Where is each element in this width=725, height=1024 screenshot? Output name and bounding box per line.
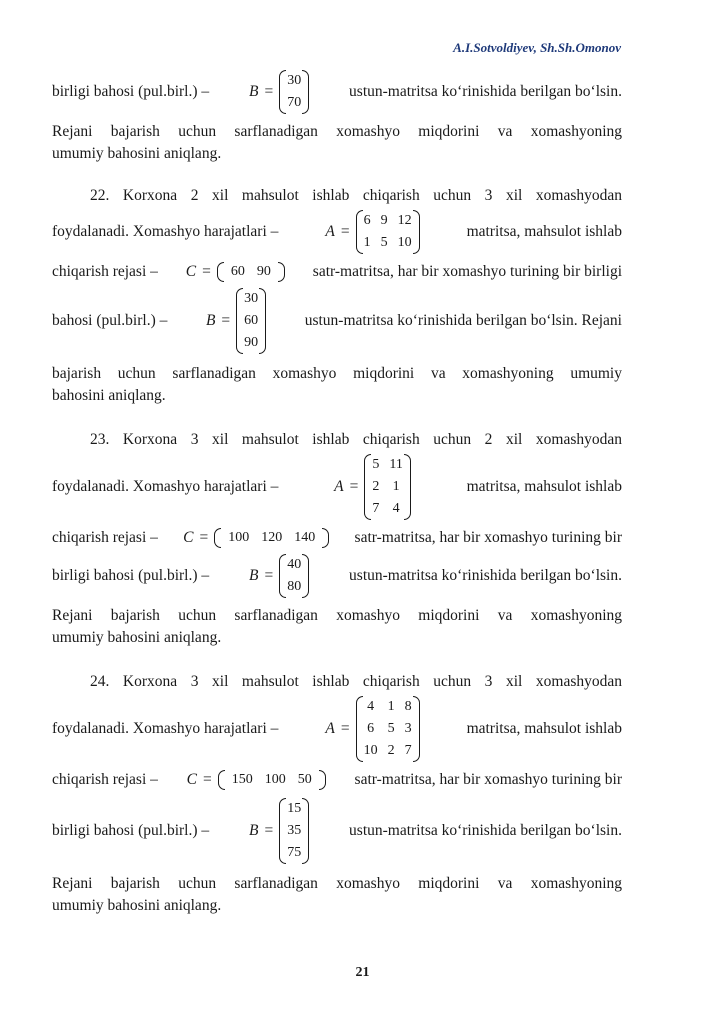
p22-a-matrix: A = 6 9 12 1 5 10 — [325, 210, 419, 254]
matrix-cell: 8 — [404, 699, 412, 714]
p22-c-matrix: C = 60 90 — [186, 262, 285, 282]
matrix-label: B — [205, 312, 216, 329]
matrix-label: B — [248, 822, 259, 839]
matrix-cell: 90 — [256, 264, 271, 279]
p24-line2 — [52, 696, 622, 762]
p24-b-matrix: B = 15 35 75 — [249, 798, 309, 864]
page-number: 21 — [355, 965, 370, 980]
p23-line2-right: matritsa, mahsulot ishlab — [466, 478, 622, 495]
p22-line4-left: bahosi (pul.birl.) – — [52, 312, 168, 329]
matrix-cell: 12 — [397, 213, 412, 228]
matrix-cell: 30 — [287, 73, 302, 88]
matrix-cell: 120 — [261, 530, 283, 545]
p24-line2-right: matritsa, mahsulot ishlab — [466, 720, 622, 737]
p23-b-matrix: B = 40 80 — [249, 554, 309, 598]
matrix-cell: 1 — [387, 699, 395, 714]
p23-line4-left: birligi bahosi (pul.birl.) – — [52, 567, 210, 584]
matrix-cell: 60 — [244, 313, 259, 328]
matrix-cell: 100 — [228, 530, 250, 545]
p22-b-matrix: B = 30 60 90 — [206, 288, 266, 354]
matrix-cell: 4 — [392, 501, 400, 516]
p24-line4-left: birligi bahosi (pul.birl.) – — [52, 822, 210, 839]
matrix-cell: 150 — [231, 772, 253, 787]
p23-line3 — [52, 526, 622, 550]
matrix-cell: 70 — [287, 95, 302, 110]
p22-line4 — [52, 288, 622, 354]
matrix-cell: 35 — [287, 823, 302, 838]
matrix-cell: 6 — [363, 213, 371, 228]
p24-line3 — [52, 768, 622, 792]
p23-line4 — [52, 554, 622, 598]
p24-line5: Rejani bajarish uchun sarflanadigan xomashyo miqdorini va xomashyoning — [52, 875, 622, 892]
p22-line5: bajarish uchun sarflanadigan xomashyo miqdorini va xomashyoning umumiy — [52, 365, 622, 382]
matrix-cell: 5 — [387, 721, 395, 736]
p21-line1-right: ustun-matritsa ko‘rinishida berilgan bo‘lsin. — [349, 83, 622, 100]
matrix-cell: 7 — [372, 501, 380, 516]
p22-line4-right: ustun-matritsa ko‘rinishida berilgan bo‘lsin. Rejani — [304, 312, 622, 329]
p21-line2: Rejani bajarish uchun sarflanadigan xomashyo miqdorini va xomashyoning — [52, 123, 622, 140]
matrix-cell: 5 — [372, 457, 380, 472]
p23-line2-left: foydalanadi. Xomashyo harajatlari – — [52, 478, 279, 495]
p24-line1: 24. Korxona 3 xil mahsulot ishlab chiqarish uchun 3 xil xomashyodan — [90, 673, 622, 690]
matrix-cell: 60 — [230, 264, 245, 279]
matrix-cell: 10 — [397, 235, 412, 250]
p24-line6: umumiy bahosini aniqlang. — [52, 897, 222, 914]
p22-line2-left: foydalanadi. Xomashyo harajatlari – — [52, 223, 279, 240]
matrix-cell: 7 — [404, 743, 412, 758]
matrix-label: C — [183, 529, 194, 546]
matrix-label: B — [248, 567, 259, 584]
p23-line4-right: ustun-matritsa ko‘rinishida berilgan bo‘lsin. — [349, 567, 622, 584]
p22-line2-right: matritsa, mahsulot ishlab — [466, 223, 622, 240]
p22-line3-left: chiqarish rejasi – — [52, 263, 158, 280]
matrix-cell: 4 — [367, 699, 375, 714]
matrix-cell: 10 — [363, 743, 378, 758]
matrix-cell: 30 — [244, 291, 259, 306]
matrix-cell: 15 — [287, 801, 302, 816]
p24-line3-right: satr-matritsa, har bir xomashyo turining bir — [354, 771, 622, 788]
p21-line1-left: birligi bahosi (pul.birl.) – — [52, 83, 210, 100]
matrix-cell: 75 — [287, 845, 302, 860]
matrix-label: A — [325, 223, 335, 240]
p23-line3-right: satr-matritsa, har bir xomashyo turining bir — [354, 529, 622, 546]
p24-a-matrix: A = 4 1 8 6 5 3 10 2 7 — [325, 696, 419, 762]
matrix-cell: 80 — [287, 579, 302, 594]
p23-line5: Rejani bajarish uchun sarflanadigan xomashyo miqdorini va xomashyoning — [52, 607, 622, 624]
p23-a-matrix: A = 5 11 2 1 7 4 — [334, 454, 411, 520]
matrix-cell: 2 — [372, 479, 380, 494]
p24-line4-right: ustun-matritsa ko‘rinishida berilgan bo‘lsin. — [349, 822, 622, 839]
matrix-label: A — [325, 720, 335, 737]
matrix-cell: 100 — [264, 772, 286, 787]
p23-line2 — [52, 454, 622, 520]
matrix-label: C — [186, 771, 198, 788]
p21-line1 — [52, 70, 622, 114]
running-header: A.I.Sotvoldiyev, Sh.Sh.Omonov — [453, 40, 621, 55]
p24-line3-left: chiqarish rejasi – — [52, 771, 158, 788]
p24-line4 — [52, 798, 622, 864]
matrix-cell: 40 — [287, 557, 302, 572]
matrix-cell: 1 — [363, 235, 371, 250]
p21-b-matrix: B = 30 70 — [249, 70, 309, 114]
p23-line3-left: chiqarish rejasi – — [52, 529, 158, 546]
matrix-cell: 90 — [244, 335, 259, 350]
matrix-cell: 11 — [389, 457, 403, 472]
matrix-cell: 50 — [297, 772, 312, 787]
p24-line2-left: foydalanadi. Xomashyo harajatlari – — [52, 720, 279, 737]
matrix-cell: 1 — [392, 479, 400, 494]
matrix-label: C — [185, 263, 197, 280]
matrix-cell: 3 — [404, 721, 412, 736]
matrix-label: A — [334, 478, 344, 495]
matrix-cell: 9 — [380, 213, 388, 228]
p22-line3 — [52, 260, 622, 284]
p23-line6: umumiy bahosini aniqlang. — [52, 629, 222, 646]
p23-c-matrix: C = 100 120 140 — [183, 528, 329, 548]
p22-line2 — [52, 210, 622, 254]
p23-line1: 23. Korxona 3 xil mahsulot ishlab chiqarish uchun 2 xil xomashyodan — [90, 431, 622, 448]
matrix-cell: 2 — [387, 743, 395, 758]
matrix-cell: 6 — [367, 721, 375, 736]
p21-line3: umumiy bahosini aniqlang. — [52, 145, 222, 162]
p22-line6: bahosini aniqlang. — [52, 387, 166, 404]
matrix-cell: 140 — [294, 530, 316, 545]
p22-line3-right: satr-matritsa, har bir xomashyo turining bir birligi — [312, 263, 622, 280]
p22-line1: 22. Korxona 2 xil mahsulot ishlab chiqarish uchun 3 xil xomashyodan — [90, 187, 622, 204]
p24-c-matrix: C = 150 100 50 — [187, 770, 326, 790]
matrix-label: B — [248, 83, 259, 100]
matrix-cell: 5 — [380, 235, 388, 250]
